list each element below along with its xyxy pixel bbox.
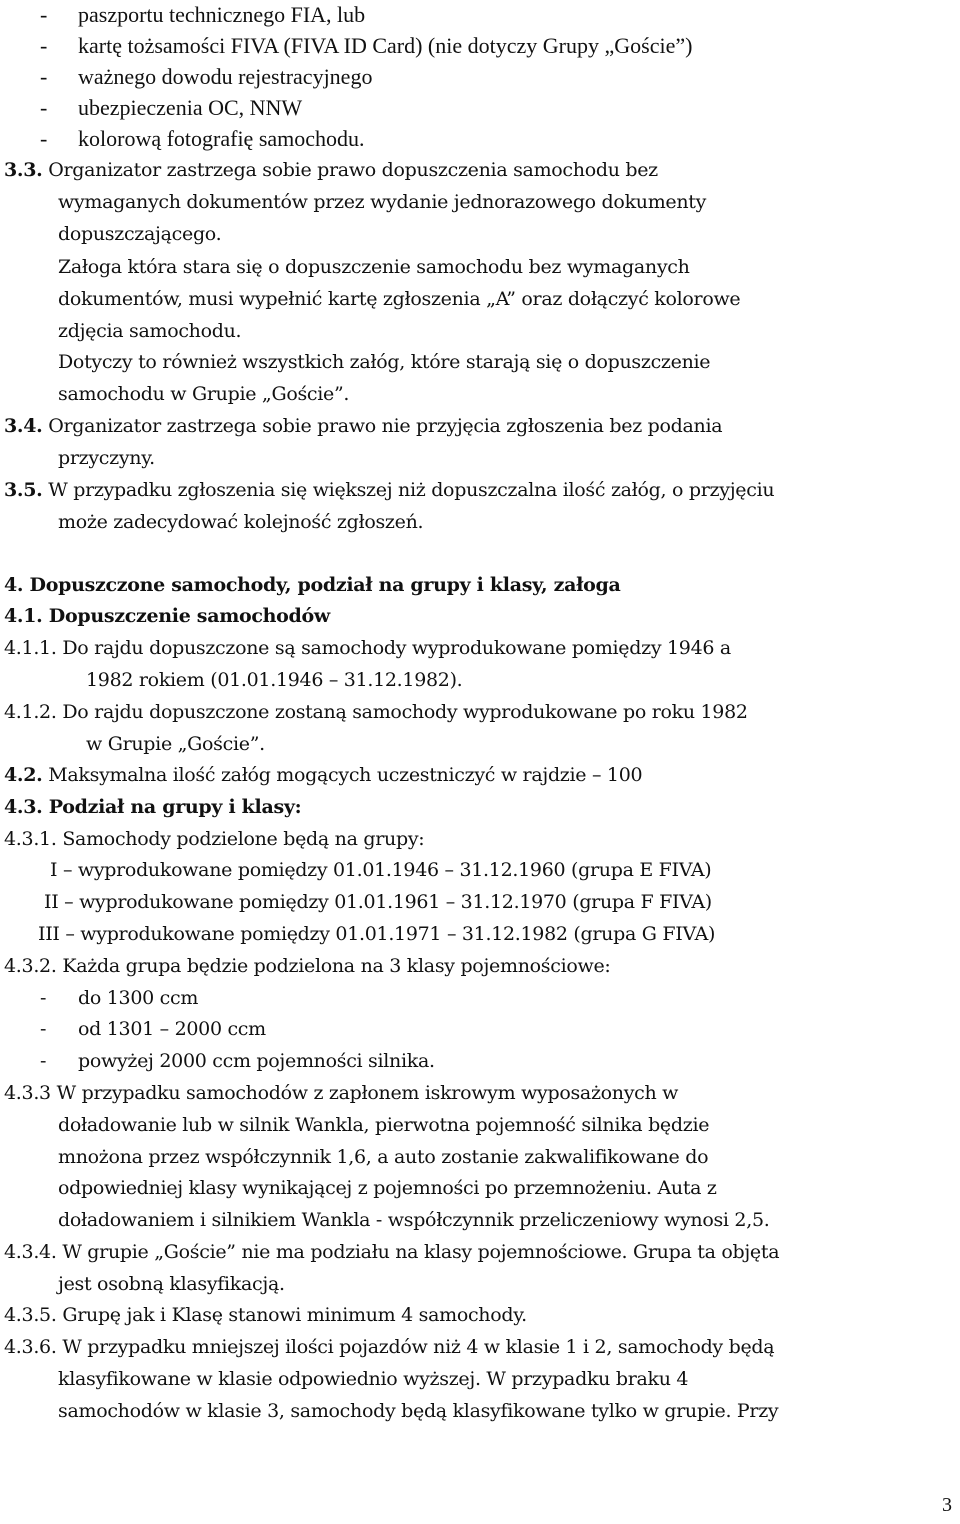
bullet-item: - ubezpieczenia OC, NNW <box>40 95 303 120</box>
section-4-1-1-line: 1982 rokiem (01.01.1946 – 31.12.1982). <box>86 669 463 691</box>
section-4-3-6-line: samochodów w klasie 3, samochody będą klasyfikowane tylko w grupie. Przy <box>58 1400 779 1422</box>
class-item: - powyżej 2000 ccm pojemności silnika. <box>40 1050 435 1072</box>
class-item: - od 1301 – 2000 ccm <box>40 1018 266 1040</box>
section-4-3-6-line: klasyfikowane w klasie odpowiednio wyższej. W przypadku braku 4 <box>58 1368 689 1390</box>
heading-section-4-3: 4.3. Podział na grupy i klasy: <box>4 796 302 818</box>
bullet-item: - ważnego dowodu rejestracyjnego <box>40 64 373 89</box>
group-item: II – wyprodukowane pomiędzy 01.01.1961 – 31.12.1970 (grupa F FIVA) <box>44 891 712 913</box>
section-4-1-2-line: w Grupie „Goście”. <box>86 733 265 755</box>
class-item: - do 1300 ccm <box>40 987 199 1009</box>
heading-section-4: 4. Dopuszczone samochody, podział na grupy i klasy, załoga <box>4 574 621 596</box>
section-4-3-5-line: 4.3.5. Grupę jak i Klasę stanowi minimum 4 samochody. <box>4 1304 527 1326</box>
section-3-3-line: samochodu w Grupie „Goście”. <box>58 383 350 405</box>
section-3-3-line: dokumentów, musi wypełnić kartę zgłoszenia „A” oraz dołączyć kolorowe <box>58 288 741 310</box>
group-item: I – wyprodukowane pomiędzy 01.01.1946 – 31.12.1960 (grupa E FIVA) <box>50 859 712 881</box>
section-3-5-line: 3.5. W przypadku zgłoszenia się większej niż dopuszczalna ilość załóg, o przyjęciu <box>4 479 775 501</box>
section-4-1-2-line: 4.1.2. Do rajdu dopuszczone zostaną samochody wyprodukowane po roku 1982 <box>4 701 748 723</box>
section-3-4-line: 3.4. Organizator zastrzega sobie prawo nie przyjęcia zgłoszenia bez podania <box>4 415 723 437</box>
bullet-item: - paszportu technicznego FIA, lub <box>40 2 366 27</box>
page-number: 3 <box>942 1494 952 1516</box>
bullet-item: - kartę tożsamości FIVA (FIVA ID Card) (nie dotyczy Grupy „Goście”) <box>40 33 693 58</box>
section-4-3-1-line: 4.3.1. Samochody podzielone będą na grupy: <box>4 828 425 850</box>
section-3-3-line: 3.3. Organizator zastrzega sobie prawo dopuszczenia samochodu bez <box>4 159 658 181</box>
section-4-3-3-line: odpowiedniej klasy wynikającej z pojemności po przemnożeniu. Auta z <box>58 1177 717 1199</box>
heading-section-4-1: 4.1. Dopuszczenie samochodów <box>4 605 330 627</box>
section-4-1-1-line: 4.1.1. Do rajdu dopuszczone są samochody wyprodukowane pomiędzy 1946 a <box>4 637 731 659</box>
section-3-4-line: przyczyny. <box>58 447 155 469</box>
section-3-3-line: Załoga która stara się o dopuszczenie samochodu bez wymaganych <box>58 256 690 278</box>
section-4-3-3-line: 4.3.3 W przypadku samochodów z zapłonem iskrowym wyposażonych w <box>4 1082 679 1104</box>
section-3-3-line: wymaganych dokumentów przez wydanie jednorazowego dokumenty <box>58 191 707 213</box>
section-4-3-3-line: doładowanie lub w silnik Wankla, pierwotna pojemność silnika będzie <box>58 1114 710 1136</box>
section-4-3-4-line: 4.3.4. W grupie „Goście” nie ma podziału na klasy pojemnościowe. Grupa ta objęta <box>4 1241 780 1263</box>
section-3-5-line: może zadecydować kolejność zgłoszeń. <box>58 511 424 533</box>
section-4-3-4-line: jest osobną klasyfikacją. <box>58 1273 285 1295</box>
section-4-3-2-line: 4.3.2. Każda grupa będzie podzielona na 3 klasy pojemnościowe: <box>4 955 611 977</box>
section-4-3-6-line: 4.3.6. W przypadku mniejszej ilości pojazdów niż 4 w klasie 1 i 2, samochody będą <box>4 1336 775 1358</box>
group-item: III – wyprodukowane pomiędzy 01.01.1971 – 31.12.1982 (grupa G FIVA) <box>38 923 716 945</box>
section-4-3-3-line: mnożona przez współczynnik 1,6, a auto zostanie zakwalifikowane do <box>58 1146 709 1168</box>
bullet-item: - kolorową fotografię samochodu. <box>40 126 365 151</box>
section-3-3-line: dopuszczającego. <box>58 223 222 245</box>
section-3-3-line: Dotyczy to również wszystkich załóg, które starają się o dopuszczenie <box>58 351 711 373</box>
section-4-2-line: 4.2. Maksymalna ilość załóg mogących uczestniczyć w rajdzie – 100 <box>4 764 643 786</box>
section-3-3-line: zdjęcia samochodu. <box>58 320 242 342</box>
section-4-3-3-line: doładowaniem i silnikiem Wankla - współczynnik przeliczeniowy wynosi 2,5. <box>58 1209 770 1231</box>
